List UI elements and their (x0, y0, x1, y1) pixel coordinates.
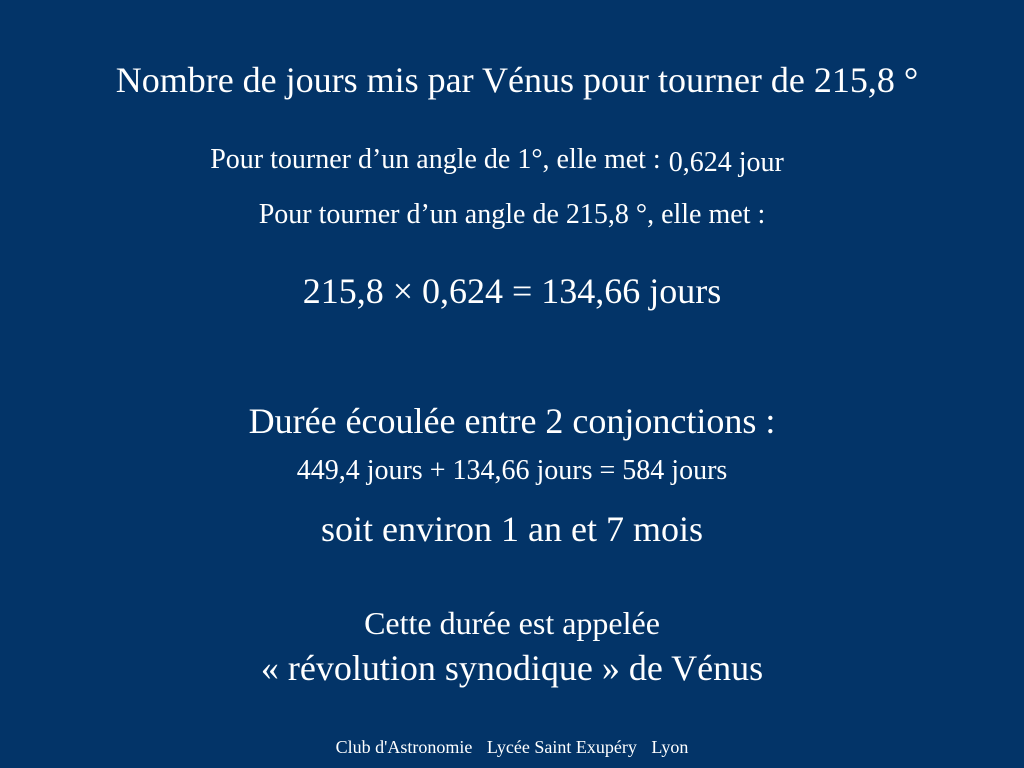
duration-heading: Durée écoulée entre 2 conjonctions : (248, 401, 776, 441)
step-one-line (0, 144, 1009, 178)
footer-city: Lyon (651, 737, 689, 757)
step-one-text: Pour tourner d’un angle de 1°, elle met : (210, 144, 661, 175)
slide-footer (0, 738, 1024, 756)
footer-club: Club d'Astronomie (335, 737, 473, 757)
duration-calculation: 449,4 jours + 134,66 jours = 584 jours (296, 455, 728, 486)
step-two-text: Pour tourner d’un angle de 215,8 °, elle met : (258, 199, 766, 230)
naming-line-one: Cette durée est appelée (364, 605, 660, 641)
slide-title: Nombre de jours mis par Vénus pour tourner de 215,8 ° (115, 60, 919, 100)
naming-line-two: « révolution synodique » de Vénus (260, 648, 764, 688)
duration-approximation: soit environ 1 an et 7 mois (321, 509, 703, 549)
step-one-value: 0,624 jour (668, 147, 784, 178)
footer-school: Lycée Saint Exupéry (486, 737, 637, 757)
angle-calculation: 215,8 × 0,624 = 134,66 jours (302, 271, 722, 311)
